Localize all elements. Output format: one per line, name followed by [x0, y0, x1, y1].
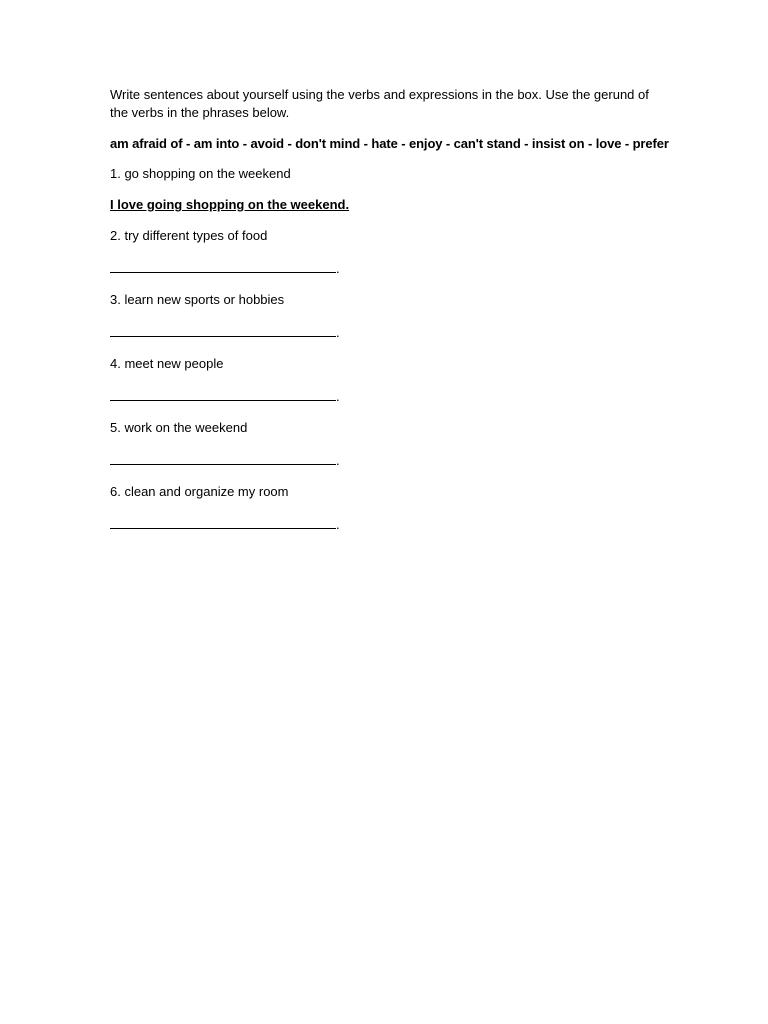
item-prompt-1: 1. go shopping on the weekend	[110, 166, 291, 181]
answer-period: .	[336, 517, 340, 532]
answer-blank-5	[110, 450, 670, 470]
example-answer: I love going shopping on the weekend.	[110, 197, 350, 212]
item-prompt-3: 3. learn new sports or hobbies	[110, 292, 285, 307]
blank-line	[110, 258, 336, 273]
answer-period: .	[336, 261, 340, 276]
blank-line	[110, 322, 336, 337]
blank-line	[110, 386, 336, 401]
answer-blank-2	[110, 258, 670, 278]
item-prompt-5: 5. work on the weekend	[110, 420, 248, 435]
worksheet-page	[110, 86, 670, 547]
answer-blank-6	[110, 514, 670, 534]
blank-line	[110, 450, 336, 465]
item-prompt-2: 2. try different types of food	[110, 228, 268, 243]
answer-blank-4	[110, 386, 670, 406]
answer-period: .	[336, 453, 340, 468]
answer-blank-3	[110, 322, 670, 342]
word-box: am afraid of - am into - avoid - don't mind - hate - enjoy - can't stand - insist on - love - prefer	[110, 136, 669, 151]
item-prompt-6: 6. clean and organize my room	[110, 484, 289, 499]
answer-period: .	[336, 389, 340, 404]
blank-line	[110, 514, 336, 529]
item-prompt-4: 4. meet new people	[110, 356, 224, 371]
answer-period: .	[336, 325, 340, 340]
instructions-text: Write sentences about yourself using the verbs and expressions in the box. Use the gerund of the verbs in the phrases below.	[110, 87, 649, 120]
